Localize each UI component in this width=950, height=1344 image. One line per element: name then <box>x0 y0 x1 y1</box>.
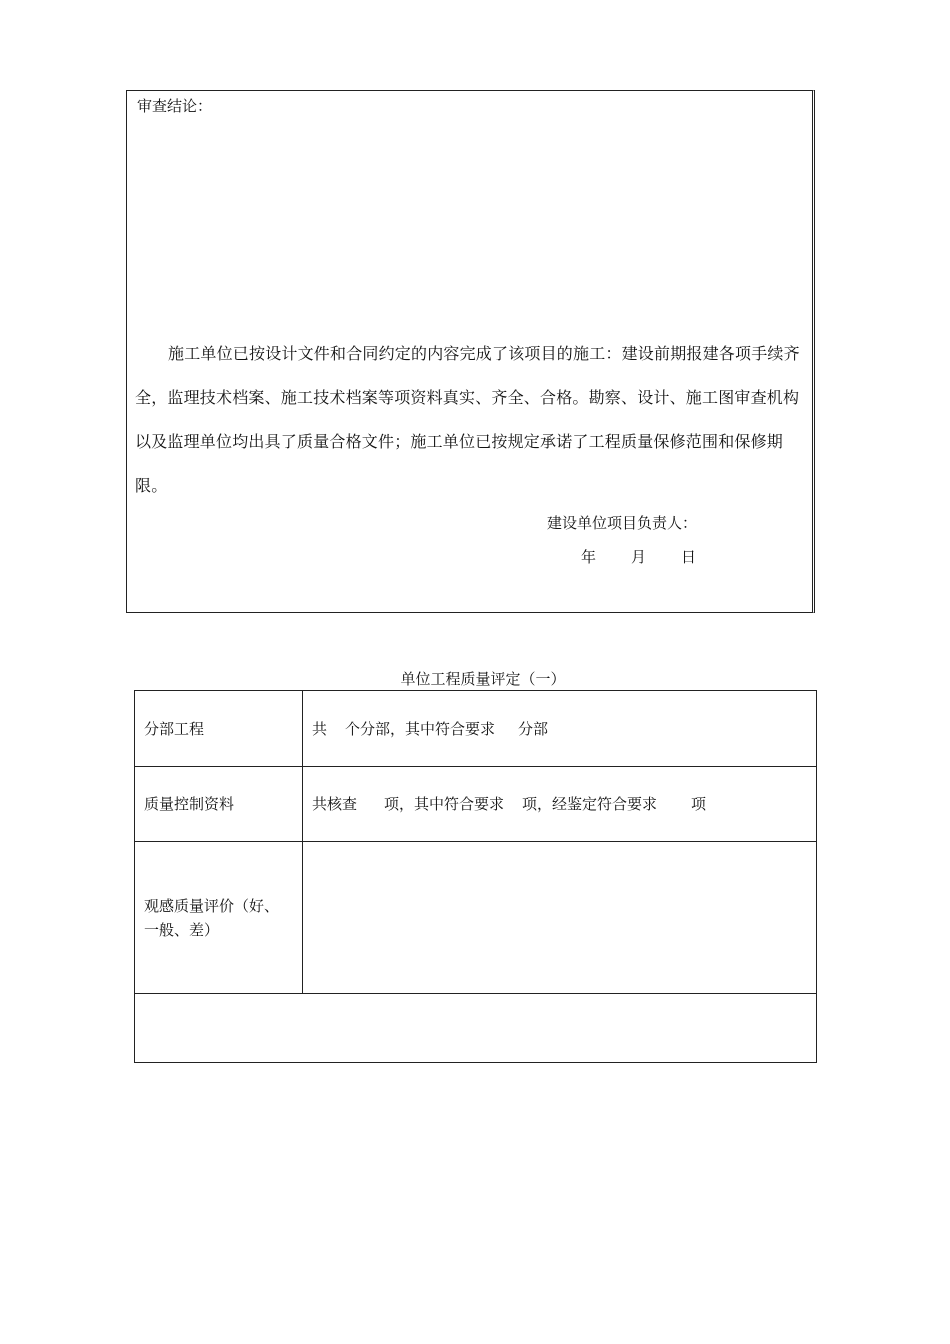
row-value-quality-control <box>303 766 817 842</box>
segment-text: 共核查 <box>312 795 358 814</box>
row-label-subdivision: 分部工程 <box>135 691 303 767</box>
segment-text: 项 <box>691 795 707 814</box>
row-value-appearance <box>303 842 817 994</box>
review-conclusion-label: 审查结论： <box>137 97 213 115</box>
table-row <box>135 766 817 842</box>
row-value-subdivision <box>303 691 817 767</box>
segment-text: 共 <box>312 719 328 738</box>
quality-table-title: 单位工程质量评定（一） <box>400 670 566 688</box>
table-row <box>135 691 817 767</box>
review-conclusion-box <box>126 90 815 613</box>
table-row <box>135 842 817 994</box>
date-day-label: 日 <box>681 548 697 566</box>
row-empty <box>135 994 817 1063</box>
date-year-label: 年 <box>581 548 597 566</box>
table-row <box>135 994 817 1063</box>
row-label-appearance: 观感质量评价（好、一般、差） <box>135 842 303 994</box>
responsible-person-label: 建设单位项目负责人： <box>547 514 698 532</box>
segment-text: 项，经鉴定符合要求 <box>522 795 658 814</box>
row-label-quality-control: 质量控制资料 <box>135 766 303 842</box>
segment-text: 个分部，其中符合要求 <box>345 719 496 738</box>
date-month-label: 月 <box>631 548 647 566</box>
segment-text: 分部 <box>518 719 549 738</box>
quality-assessment-table <box>134 690 817 1063</box>
review-conclusion-text: 施工单位已按设计文件和合同约定的内容完成了该项目的施工：建设前期报建各项手续齐全，监理技术档案、施工技术档案等项资料真实、齐全、合格。勘察、设计、施工图审查机构以及监理单位均出具了质量合格文件；施工单位已按规定承诺了工程质量保修范围和保修期限。 <box>135 344 800 495</box>
segment-text: 项，其中符合要求 <box>384 795 505 814</box>
